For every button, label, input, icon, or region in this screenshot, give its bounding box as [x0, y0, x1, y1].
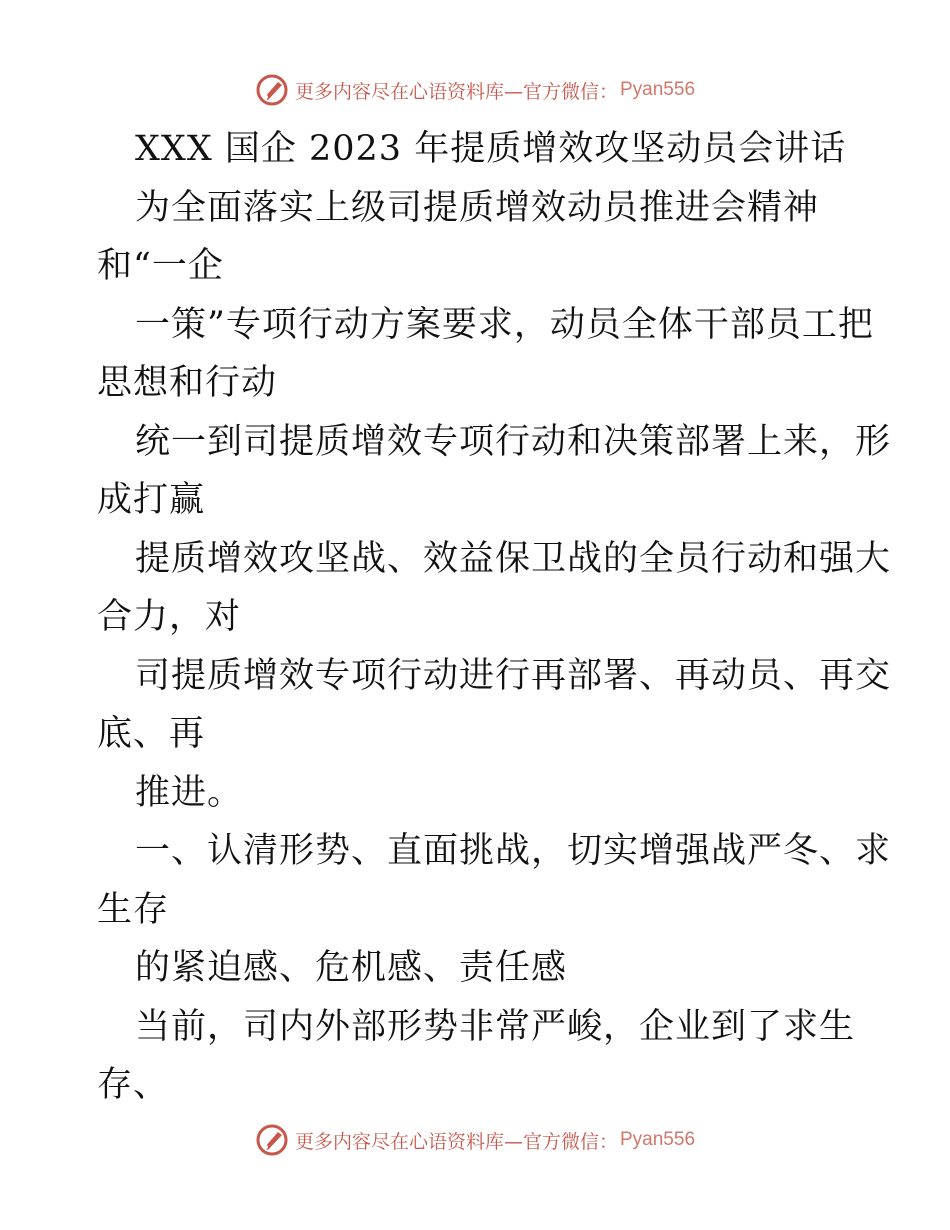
footer-banner-text: 更多内容尽在心语资料库—官方微信： — [294, 1130, 618, 1153]
paragraph-line: 底、再 — [97, 714, 206, 754]
paragraph-line: 推进。 — [135, 772, 244, 813]
section-heading: 一、认清形势、直面挑战，切实增强战严冬、求 — [135, 831, 892, 871]
document-body — [97, 120, 892, 1115]
pen-logo-icon — [255, 73, 289, 107]
paragraph-line: 和“一企 — [97, 246, 224, 286]
footer-wechat-id: Pyan556 — [620, 1129, 696, 1150]
paragraph-line: 为全面落实上级司提质增效动员推进会精神 — [135, 187, 820, 228]
paragraph-line: 司提质增效专项行动进行再部署、再动员、再交 — [135, 655, 892, 696]
pen-logo-icon — [255, 1123, 289, 1157]
header-banner-text: 更多内容尽在心语资料库—官方微信： — [294, 80, 618, 103]
paragraph-line: 存、 — [97, 1065, 170, 1105]
document-title: XXX 国企 2023 年提质增效攻坚动员会讲话 — [135, 129, 847, 169]
footer-banner — [0, 1120, 950, 1160]
header-wechat-id: Pyan556 — [620, 79, 696, 100]
section-heading-continued: 的紧迫感、危机感、责任感 — [135, 948, 568, 988]
paragraph-line: 成打赢 — [97, 480, 206, 520]
header-banner — [0, 70, 950, 110]
paragraph-line: 思想和行动 — [97, 363, 278, 403]
section-heading-continued: 生存 — [97, 889, 170, 930]
paragraph-line: 统一到司提质增效专项行动和决策部署上来，形 — [135, 421, 892, 462]
paragraph-line: 当前，司内外部形势非常严峻，企业到了求生 — [135, 1006, 856, 1047]
paragraph-line: 一策”专项行动方案要求，动员全体干部员工把 — [135, 304, 874, 345]
paragraph-line: 提质增效攻坚战、效益保卫战的全员行动和强大 — [135, 538, 892, 579]
paragraph-line: 合力，对 — [97, 597, 242, 637]
